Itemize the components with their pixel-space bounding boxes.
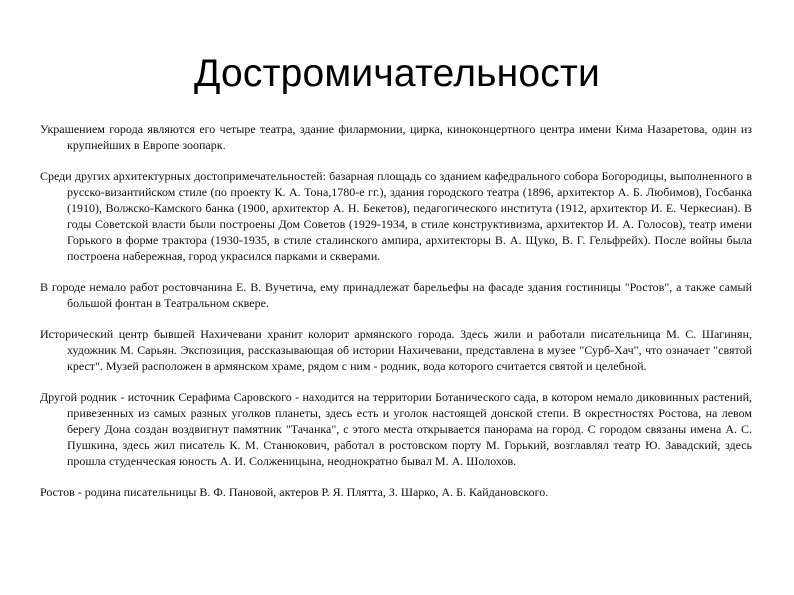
slide-body	[40, 121, 752, 515]
paragraph-birthplace: Ростов - родина писательницы В. Ф. Пановой, актеров Р. Я. Плятта, З. Шарко, А. Б. Кайдановского.	[40, 485, 549, 499]
paragraph-nakhichevan: Исторический центр бывшей Нахичевани хранит колорит армянского города. Здесь жили и работали писательница М. С. Шагинян, художник М. Сарьян. Экспозиция, рассказывающая об истории Нахичевани, представлена в музее "Сурб-Хач", что означает "святой крест". Музей расположен в армянском храме, рядом с ним - родник, вода которого считается святой и целебной.	[40, 327, 752, 373]
slide-title: Достромичательности	[193, 52, 601, 95]
paragraph-vuchetich: В городе немало работ ростовчанина Е. В. Вучетича, ему принадлежат барельефы на фасаде здания гостиницы "Ростов", а также самый большой фонтан в Театральном сквере.	[40, 280, 752, 310]
paragraph-spring: Другой родник - источник Серафима Саровского - находится на территории Ботанического сада, в котором немало диковинных растений, привезенных из самых разных уголков планеты, здесь есть и уголок настоящей донской степи. В окрестностях Ростова, на левом берегу Дона создан воздвигнут памятник "Тачанка", с этого места открывается панорама на город. С городом связаны имена А. С. Пушкина, здесь жил писатель К. М. Станюкович, работал в ростовском порту М. Горький, возглавлял театр Ю. Завадский, здесь прошла студенческая юность А. И. Солженицына, неоднократно бывал М. А. Шолохов.	[40, 390, 752, 468]
paragraph-architecture: Среди других архитектурных достопримечательностей: базарная площадь со зданием кафедрального собора Богородицы, выполненного в русско-византийском стиле (по проекту К. А. Тона,1780-е гг.), здания городского театра (1896, архитектор А. Б. Любимов), Госбанка (1910), Волжско-Камского банка (1900, архитектор А. Н. Бекетов), педагогического института (1912, архитектор И. Е. Черкесиан). В годы Советской власти были построены Дом Советов (1929-1934, в стиле конструктивизма, архитектор И. А. Голосов), театр имени Горького в форме трактора (1930-1935, в стиле сталинского ампира, архитекторы В. А. Щуко, В. Г. Гельфрейх). После войны была построена набережная, город украсился парками и скверами.	[40, 169, 752, 263]
paragraph-theatres: Украшением города являются его четыре театра, здание филармонии, цирка, киноконцертного центра имени Кима Назаретова, один из крупнейших в Европе зоопарк.	[40, 122, 752, 152]
